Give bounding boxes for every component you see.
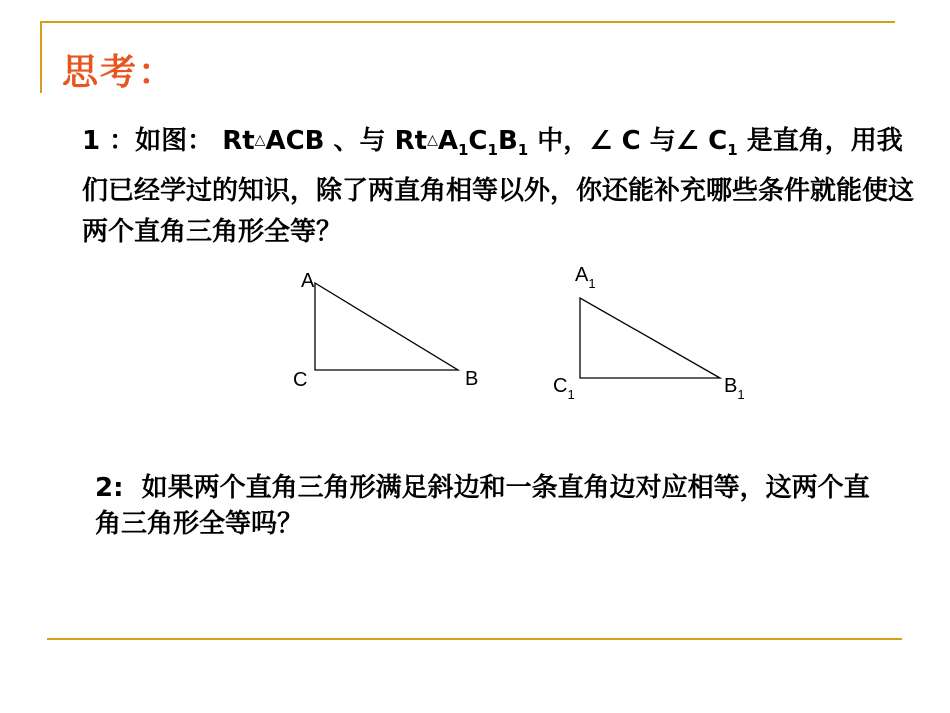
triangle-a1c1b1 [580,298,720,378]
triangle-acb [315,283,458,370]
vertex-label-a: A [301,270,315,292]
vertex-label-c1: $C_1$ [553,375,575,402]
slide-title: 思考： [62,52,177,93]
vertex-label-b: B [465,368,479,390]
question-2 [95,470,885,542]
q1-number: 1 ：如图： [82,126,214,156]
q2-text: 如果两个直角三角形满足斜边和一条直角边对应相等，这两个直角三角形全等吗？ [95,473,870,539]
vertex-label-c: C [293,369,308,391]
q2-number: 2: [95,473,124,503]
vertex-label-a1: $A_1$ [575,264,596,291]
question-1: 1 ：如图： Rt△ACB 、与 $Rt\triangle A_1C_1B_1$ 中，∠ C 与∠ $C_1$ 是直角，用我们已经学过的知识，除了两直角相等以外，你还能补充哪些条件就能使这两个直角三角形全等？ [82,126,915,247]
vertex-label-b1: $B_1$ [724,375,745,402]
q1-text: 是直角，用我们已经学过的知识，除了两直角相等以外，你还能补充哪些条件就能使这两个直角三角形全等？ [82,126,915,247]
